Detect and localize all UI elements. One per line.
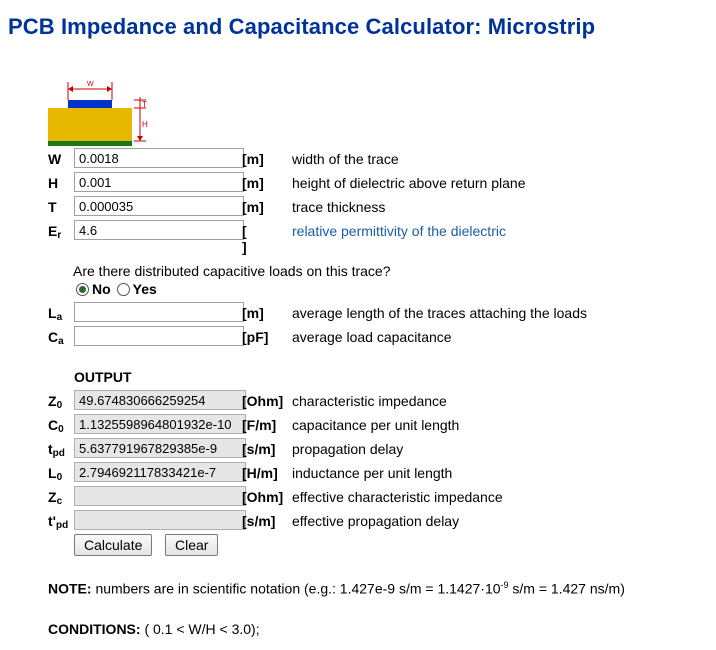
unit-label: [ ]: [242, 223, 247, 255]
unit-label: [m]: [242, 305, 264, 321]
unit-label: [s/m]: [242, 441, 276, 457]
capacitance-output[interactable]: [74, 414, 246, 434]
inductance-output[interactable]: [74, 462, 246, 482]
description-label: propagation delay: [292, 441, 404, 457]
unit-label: [m]: [242, 199, 264, 215]
effective-impedance-output[interactable]: [74, 486, 246, 506]
permittivity-input[interactable]: [74, 220, 244, 240]
microstrip-diagram: [46, 80, 166, 148]
propagation-delay-output[interactable]: [74, 438, 246, 458]
note-text: NOTE: numbers are in scientific notation (e.g.: 1.427e-9 $s/m = 1.1427\cdot 10^{-9}$ s/m = 1.427 ns/m): [48, 580, 625, 597]
trace-shape: [68, 100, 112, 108]
loads-question: Are there distributed capacitive loads on this trace?: [73, 263, 391, 279]
conditions-text: CONDITIONS: ( 0.1 < W/H < 3.0);: [48, 621, 260, 637]
symbol-z0: $Z_0$: [48, 393, 63, 411]
symbol-tpd-eff: $t'_{pd}$: [48, 513, 69, 531]
calculate-button[interactable]: Calculate: [74, 534, 152, 556]
radio-no-label[interactable]: No: [92, 281, 111, 297]
ground-plane-shape: [48, 141, 132, 146]
symbol-w: W: [48, 151, 62, 167]
description-label: trace thickness: [292, 199, 386, 215]
radio-yes[interactable]: [117, 283, 130, 296]
h-dimension-label: H: [142, 120, 148, 129]
symbol-tpd: $t_{pd}$: [48, 441, 65, 459]
load-capacitance-input[interactable]: [74, 326, 244, 346]
unit-label: [Ohm]: [242, 393, 284, 409]
clear-button[interactable]: Clear: [165, 534, 218, 556]
page-title: PCB Impedance and Capacitance Calculator: Microstrip: [8, 14, 596, 39]
symbol-er: $E_r$: [48, 223, 62, 241]
description-label: characteristic impedance: [292, 393, 447, 409]
description-label: height of dielectric above return plane: [292, 175, 526, 191]
description-label: inductance per unit length: [292, 465, 453, 481]
permittivity-link[interactable]: relative permittivity of the dielectric: [292, 223, 506, 239]
unit-label: [s/m]: [242, 513, 276, 529]
height-input[interactable]: [74, 172, 244, 192]
output-header: OUTPUT: [74, 369, 132, 385]
impedance-output[interactable]: [74, 390, 246, 410]
effective-delay-output[interactable]: [74, 510, 246, 530]
radio-no[interactable]: [76, 283, 89, 296]
symbol-h: H: [48, 175, 59, 191]
unit-label: [H/m]: [242, 465, 278, 481]
t-dimension-label: T: [142, 100, 147, 109]
loads-radio-group: [76, 281, 163, 297]
description-label: average load capacitance: [292, 329, 452, 345]
unit-label: [Ohm]: [242, 489, 284, 505]
description-label: width of the trace: [292, 151, 399, 167]
unit-label: [m]: [242, 175, 264, 191]
radio-yes-label[interactable]: Yes: [132, 281, 157, 297]
description-label: effective propagation delay: [292, 513, 460, 529]
symbol-c0: $C_0$: [48, 417, 64, 435]
load-length-input[interactable]: [74, 302, 244, 322]
description-label: capacitance per unit length: [292, 417, 460, 433]
description-label: effective characteristic impedance: [292, 489, 503, 505]
thickness-input[interactable]: [74, 196, 244, 216]
symbol-zc: $Z_c$: [48, 489, 63, 507]
symbol-ca: $C_a$: [48, 329, 64, 347]
symbol-l0: $L_0$: [48, 465, 63, 483]
unit-label: [pF]: [242, 329, 269, 345]
unit-label: [m]: [242, 151, 264, 167]
width-input[interactable]: [74, 148, 244, 168]
unit-label: [F/m]: [242, 417, 277, 433]
dielectric-shape: [48, 108, 132, 141]
w-dimension-label: W: [87, 81, 94, 88]
symbol-la: $L_a$: [48, 305, 63, 323]
symbol-t: T: [48, 199, 57, 215]
description-label: average length of the traces attaching the loads: [292, 305, 587, 321]
